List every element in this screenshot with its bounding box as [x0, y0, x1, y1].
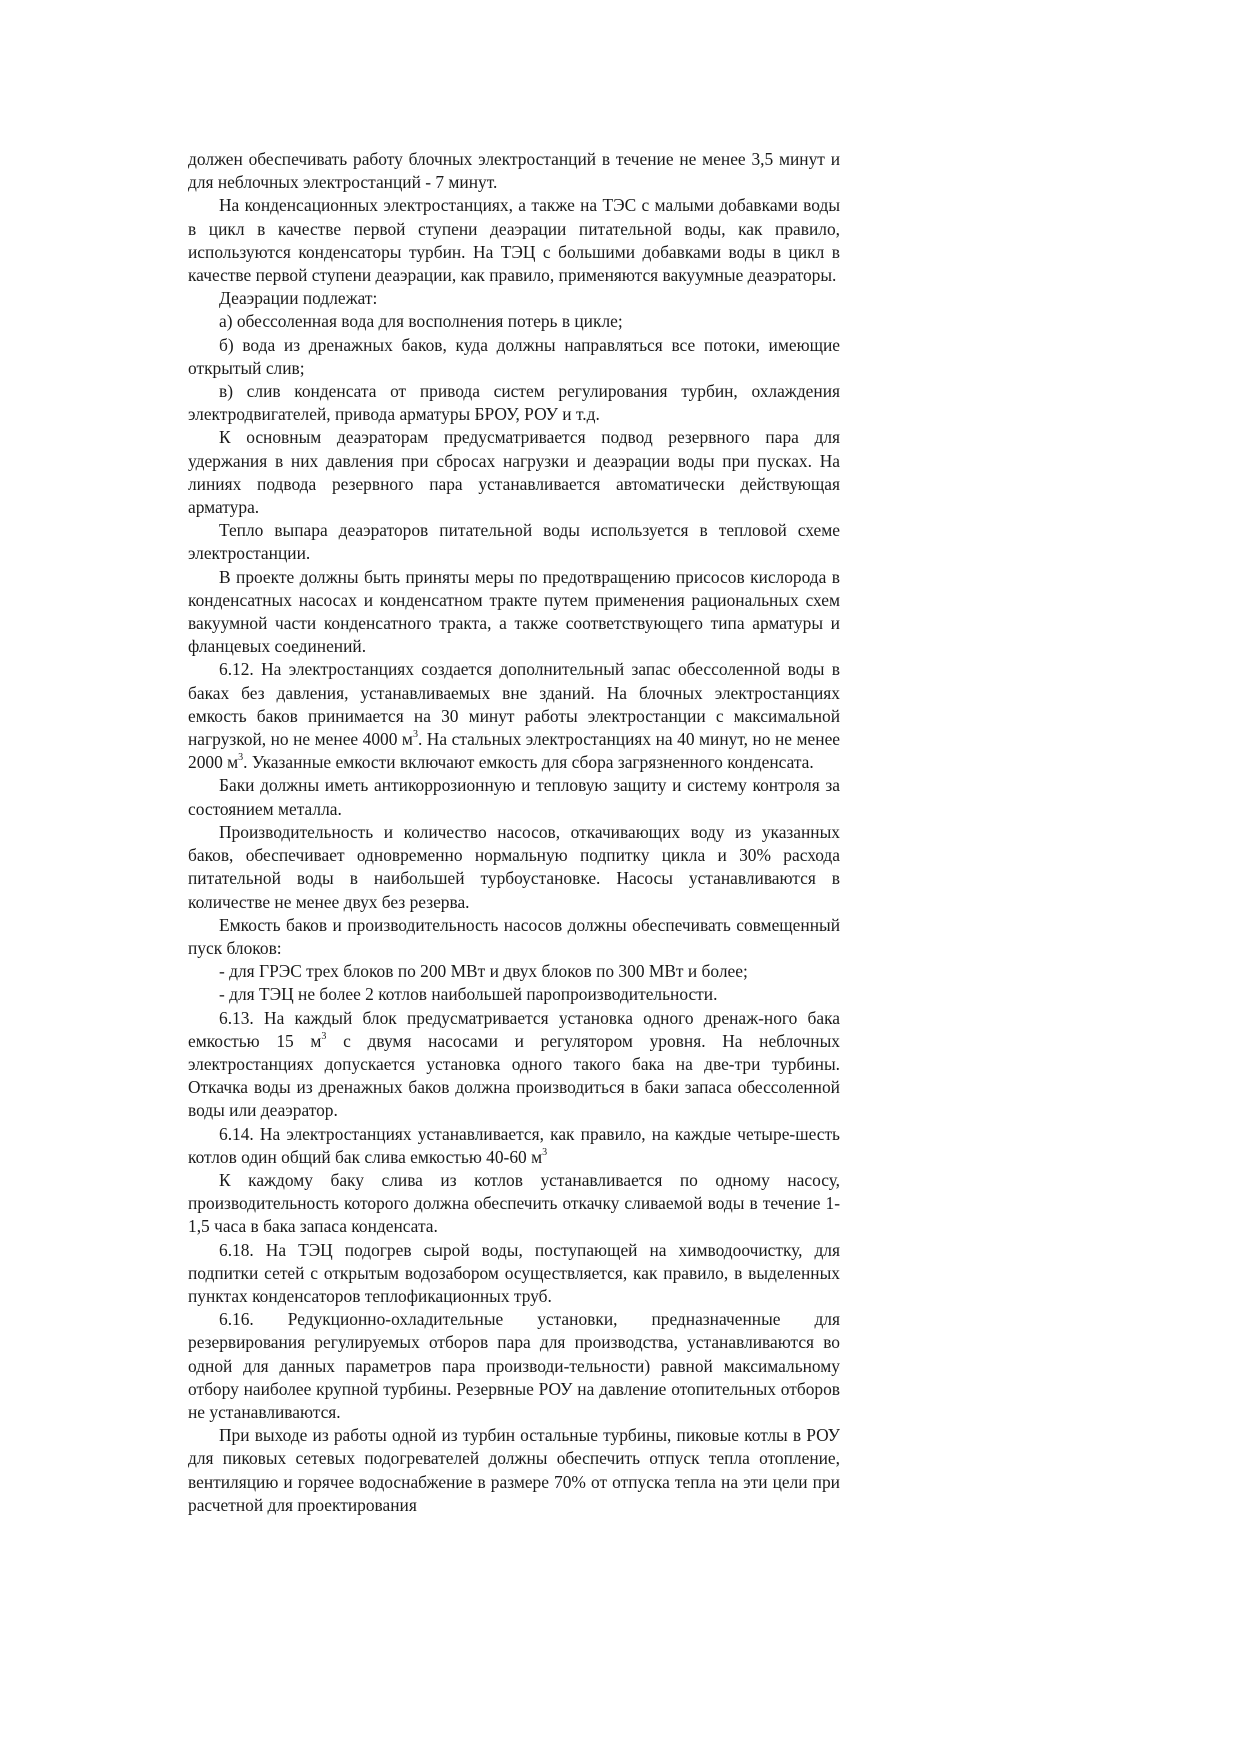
- paragraph-text: При выходе из работы одной из турбин остальные турбины, пиковые котлы в РОУ для пиковых сетевых подогревателей должны обеспечить отпуск тепла отопление, вентиляцию и горячее водоснабжение в размере 70% от отпуска тепла на эти цели при расчетной для проектирования: [188, 1425, 840, 1515]
- paragraph: [188, 310, 840, 333]
- paragraph-text: 6.16. Редукционно-охладительные установки, предназначенные для резервирования регулируемых отборов пара для производства, устанавливаются во одной для данных параметров пара производи-тельности) равной максимальному отбору наиболее крупной турбины. Резервные РОУ на давление отопительных отборов не устанавливаются.: [188, 1309, 840, 1422]
- paragraph: [188, 1308, 840, 1424]
- paragraph-text: К основным деаэраторам предусматривается подвод резервного пара для удержания в них давления при сбросах нагрузки и деаэрации воды при пусках. На линиях подвода резервного пара устанавливается автоматически действующая арматура.: [188, 427, 840, 518]
- paragraph-text: . Указанные емкости включают емкость для сбора загрязненного конденсата.: [243, 752, 814, 773]
- paragraph-text: Баки должны иметь антикоррозионную и тепловую защиту и систему контроля за состоянием металла.: [188, 775, 840, 819]
- paragraph-text: На конденсационных электростанциях, а также на ТЭС с малыми добавками воды в цикл в качестве первой ступени деаэрации питательной воды, как правило, используются конденсаторы турбин. На ТЭЦ с большими добавками воды в цикл в качестве первой ступени деаэрации, как правило, применяются вакуумные деаэраторы.: [188, 195, 840, 286]
- paragraph: [188, 914, 840, 960]
- paragraph-text: 6.12. На электростанциях создается дополнительный запас обессоленной воды в баках без давления, устанавливаемых вне зданий. На блочных электростанциях емкость баков принимается на 30 минут работы электростанции с максимальной нагрузкой, но не менее 4000 м: [188, 659, 840, 750]
- superscript: 3: [321, 1030, 327, 1042]
- paragraph: [188, 1169, 840, 1239]
- superscript: 3: [542, 1146, 548, 1158]
- paragraph-text: В проекте должны быть приняты меры по предотвращению присосов кислорода в конденсатных насосах и конденсатном тракте путем применения рациональных схем вакуумной части конденсатного тракта, а также соответствующего типа арматуры и фланцевых соединений.: [188, 566, 840, 657]
- superscript: 3: [238, 752, 244, 764]
- paragraph: [188, 566, 840, 659]
- paragraph-text: с двумя насосами и регулятором уровня. На неблочных электростанциях допускается установка одного такого бака на две-три турбины. Откачка воды из дренажных баков должна производиться в баки запаса обессоленной воды или деаэратор.: [188, 1030, 840, 1121]
- paragraph: [188, 983, 840, 1006]
- paragraph: [188, 774, 840, 820]
- paragraph: [188, 519, 840, 565]
- paragraph-text: 6.14. На электростанциях устанавливается, как правило, на каждые четыре-шесть котлов один общий бак слива емкостью 40-60 м: [188, 1123, 840, 1167]
- paragraph-text: - для ГРЭС трех блоков по 200 МВт и двух блоков по 300 МВт и более;: [219, 961, 748, 982]
- paragraph-text: К каждому баку слива из котлов устанавливается по одному насосу, производительность которого должна обеспечить откачку сливаемой воды в течение 1-1,5 часа в бака запаса конденсата.: [188, 1169, 840, 1237]
- paragraph-text: 6.13. На каждый блок предусматривается установка одного дренаж-ного бака емкостью 15 м: [188, 1007, 840, 1051]
- paragraph-text: б) вода из дренажных баков, куда должны направляться все потоки, имеющие открытый слив;: [188, 334, 840, 378]
- paragraph-text: 6.18. На ТЭЦ подогрев сырой воды, поступающей на химводоочистку, для подпитки сетей с открытым водозабором осуществляется, как правило, в выделенных пунктах конденсаторов теплофикационных труб.: [188, 1239, 840, 1306]
- paragraph: [188, 658, 840, 774]
- paragraph-text: Деаэрации подлежат:: [219, 288, 378, 309]
- paragraph-text: - для ТЭЦ не более 2 котлов наибольшей паропроизводительности.: [219, 984, 718, 1005]
- superscript: 3: [412, 729, 418, 741]
- paragraph: [188, 1424, 840, 1517]
- paragraph: [188, 821, 840, 914]
- paragraph: [188, 194, 840, 287]
- paragraph: [188, 287, 840, 310]
- paragraph-text: Тепло выпара деаэраторов питательной воды используется в тепловой схеме электростанции.: [188, 520, 840, 564]
- paragraph: [188, 960, 840, 983]
- paragraph-text: должен обеспечивать работу блочных электростанций в течение не менее 3,5 минут и для неблочных электростанций - 7 минут.: [188, 149, 840, 193]
- paragraph: [188, 426, 840, 519]
- paragraph: [188, 380, 840, 426]
- paragraph: [188, 1007, 840, 1123]
- paragraph: [188, 334, 840, 380]
- paragraph-text: . На стальных электростанциях на 40 минут, но не менее 2000 м: [188, 729, 841, 773]
- paragraph-text: в) слив конденсата от привода систем регулирования турбин, охлаждения электродвигателей, привода арматуры БРОУ, РОУ и т.д.: [188, 381, 840, 425]
- paragraph-text: Емкость баков и производительность насосов должны обеспечивать совмещенный пуск блоков:: [188, 914, 840, 958]
- paragraph: [188, 148, 840, 194]
- paragraph: [188, 1123, 840, 1169]
- paragraph-text: Производительность и количество насосов, откачивающих воду из указанных баков, обеспечивает одновременно нормальную подпитку цикла и 30% расхода питательной воды в наибольшей турбоустановке. Насосы устанавливаются в количестве не менее двух без резерва.: [188, 821, 840, 912]
- document-page: [188, 148, 840, 1517]
- paragraph: [188, 1239, 840, 1309]
- paragraph-text: а) обессоленная вода для восполнения потерь в цикле;: [219, 311, 623, 332]
